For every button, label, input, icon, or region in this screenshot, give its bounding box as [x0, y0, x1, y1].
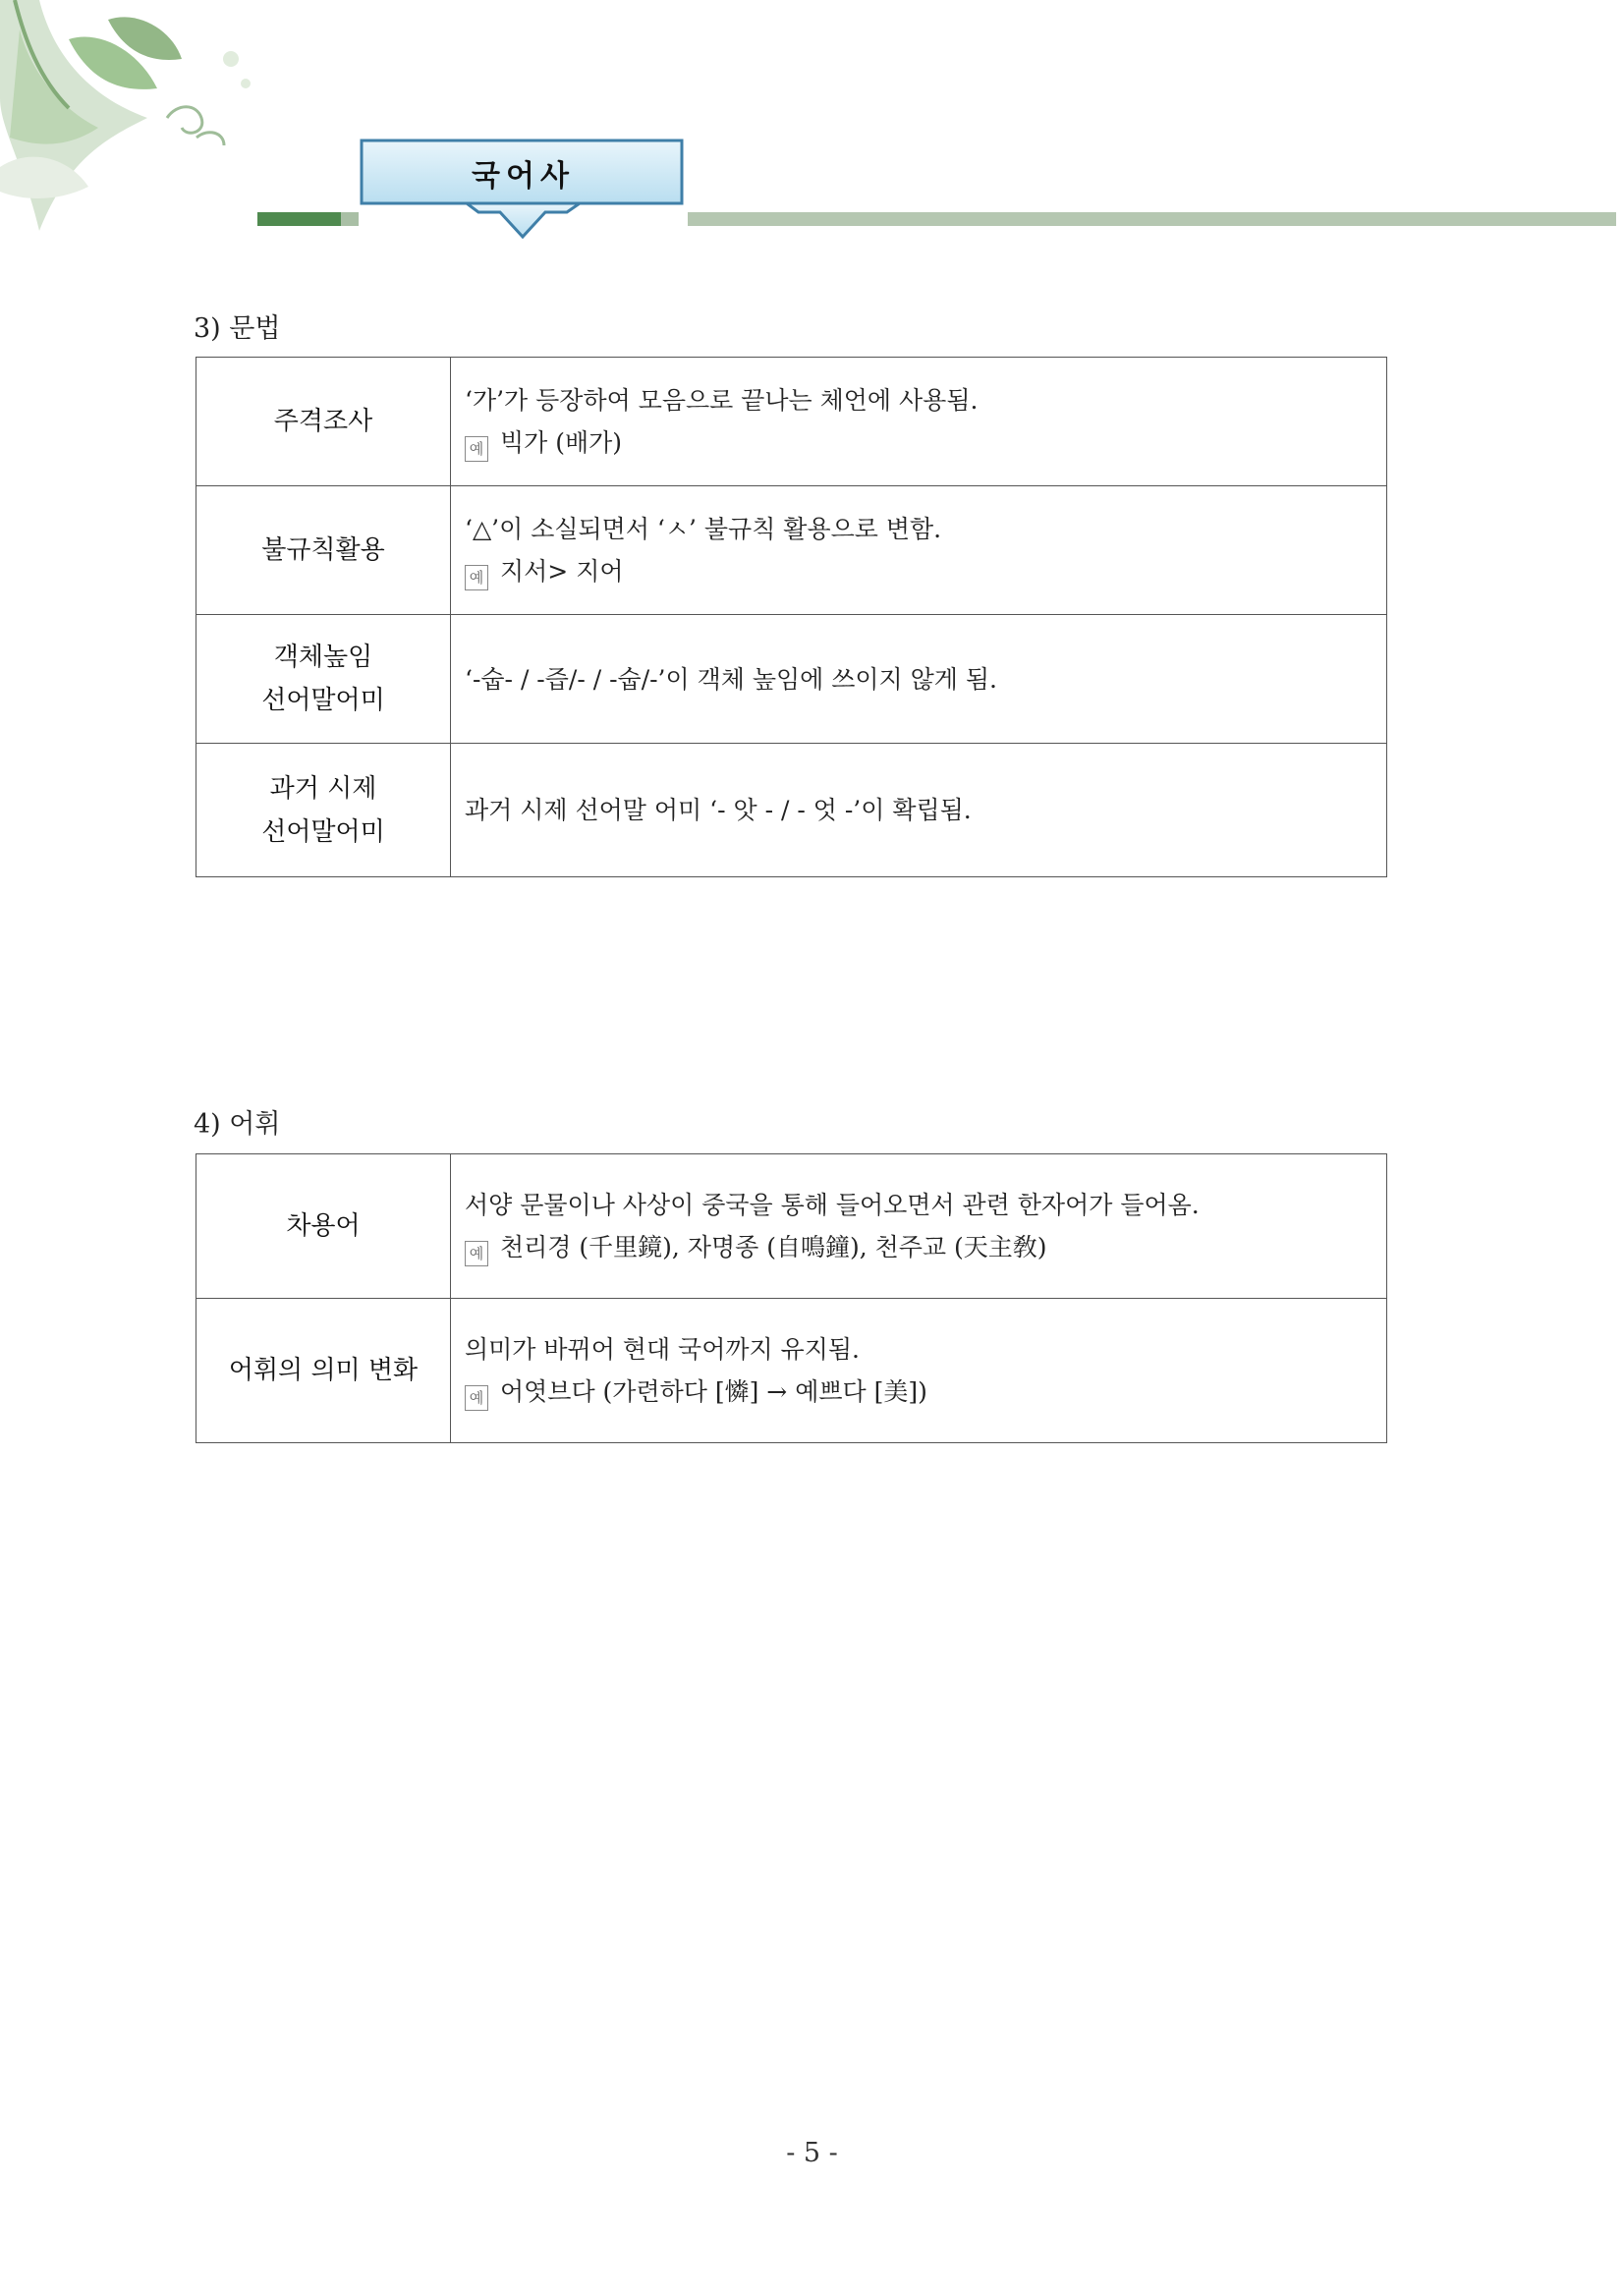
table-row	[196, 1154, 1387, 1299]
table-row	[196, 486, 1387, 615]
table-row	[196, 1299, 1387, 1443]
description-text: ‘가’가 등장하여 모음으로 끝나는 체언에 사용됨.	[465, 386, 979, 415]
term-label: 불규칙활용	[261, 535, 385, 565]
example-mark-icon: 예	[465, 1241, 488, 1266]
page-number: - 5 -	[786, 2138, 838, 2168]
example-line	[465, 421, 1372, 464]
example-mark-icon: 예	[465, 1385, 488, 1411]
term-cell	[196, 358, 451, 486]
term-cell	[196, 1299, 451, 1443]
example-line	[465, 1226, 1372, 1268]
term-label: 과거 시제	[269, 773, 377, 804]
section-heading-vocabulary: 4) 어휘	[194, 1109, 281, 1140]
header-bar-light	[341, 212, 359, 226]
description-cell	[451, 615, 1387, 744]
example-text: 천리경 (千里鏡), 자명종 (自鳴鐘), 천주교 (天主敎)	[500, 1233, 1047, 1261]
term-label: 선어말어미	[261, 816, 385, 847]
section-heading-grammar: 3) 문법	[194, 313, 281, 344]
example-text: 지서> 지어	[500, 557, 624, 586]
term-label: 주격조사	[273, 407, 373, 436]
example-line	[465, 550, 1372, 592]
header-bar-dark	[257, 212, 341, 226]
page-title: 국어사	[472, 159, 575, 194]
description-text: 과거 시제 선어말 어미 ‘- 앗 - / - 엇 -’이 확립됨.	[465, 796, 972, 824]
description-text: 의미가 바뀌어 현대 국어까지 유지됨.	[465, 1335, 860, 1364]
leaf-decoration	[0, 0, 265, 231]
description-text: ‘-숩- / -즙/- / -숩/-’이 객체 높임에 쓰이지 않게 됨.	[465, 664, 997, 694]
description-cell	[451, 486, 1387, 615]
term-label: 객체높임	[273, 643, 373, 672]
description-text: 서양 문물이나 사상이 중국을 통해 들어오면서 관련 한자어가 들어옴.	[465, 1191, 1200, 1219]
table-row	[196, 615, 1387, 744]
table-row	[196, 358, 1387, 486]
description-cell	[451, 1299, 1387, 1443]
term-label: 차용어	[286, 1211, 361, 1241]
header-bar-right	[688, 212, 1616, 226]
term-label: 선어말어미	[261, 686, 385, 715]
example-line	[465, 1371, 1372, 1413]
grammar-table	[196, 357, 1387, 877]
term-cell	[196, 1154, 451, 1299]
example-mark-icon: 예	[465, 565, 488, 590]
term-label: 어휘의 의미 변화	[228, 1356, 419, 1385]
example-text: 빅가 (배가)	[500, 428, 623, 457]
term-cell	[196, 615, 451, 744]
term-cell	[196, 744, 451, 877]
example-mark-icon: 예	[465, 436, 488, 462]
description-cell	[451, 358, 1387, 486]
vocabulary-table	[196, 1153, 1387, 1443]
table-row	[196, 744, 1387, 877]
term-cell	[196, 486, 451, 615]
description-cell	[451, 744, 1387, 877]
description-text: ‘△’이 소실되면서 ‘ㅅ’ 불규칙 활용으로 변함.	[465, 515, 942, 543]
description-cell	[451, 1154, 1387, 1299]
example-text: 어엿브다 (가련하다 [憐] → 예쁘다 [美])	[500, 1377, 927, 1406]
